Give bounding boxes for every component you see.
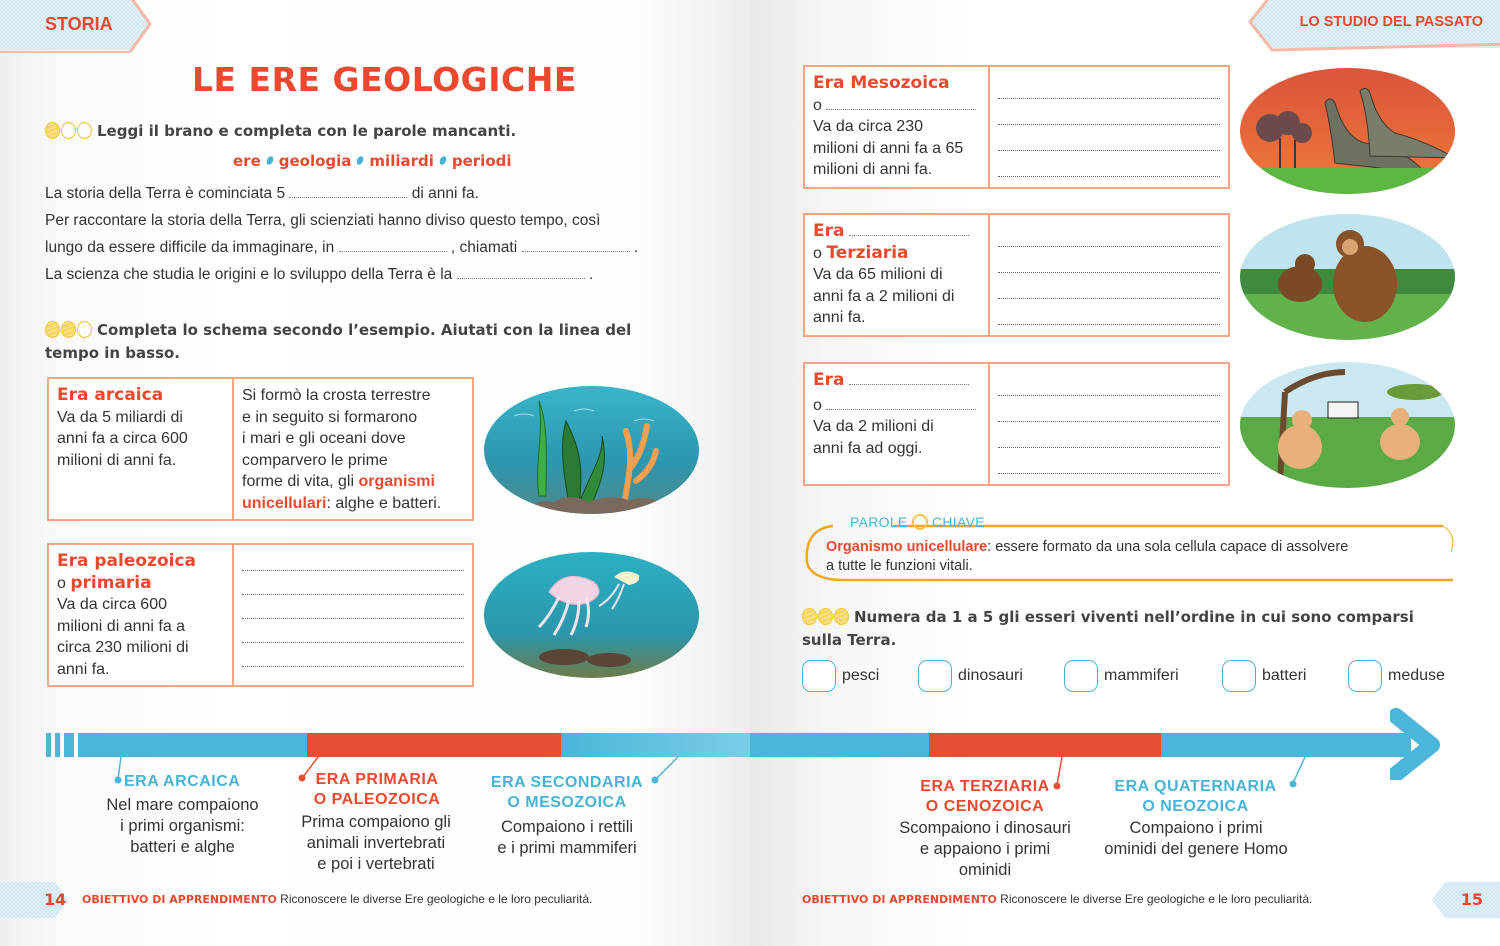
timeline-era-desc: Compaiono i primi ominidi del genere Homo [1104, 819, 1288, 858]
answer-line: forme di vita, gli organismi [242, 473, 435, 490]
early-hominids-illustration [1240, 214, 1455, 340]
era-desc-line: milioni di anni fa a 65 [813, 139, 964, 157]
timeline-era-desc: Nel mare compaiono i primi organismi: batteri e alghe [106, 796, 259, 856]
fill-blank[interactable] [826, 398, 976, 410]
difficulty-level-1-icon [45, 122, 93, 144]
write-line[interactable] [242, 571, 464, 595]
timeline-era-label: ERA SECONDARIA O MESOZOICA [490, 774, 644, 811]
timeline-era-label: ERA ARCAICA [124, 773, 241, 790]
answer-line: comparvero le prime [242, 451, 388, 469]
era-desc-line: anni fa a 2 milioni di [813, 287, 955, 305]
era-desc-line: milioni di anni fa a [57, 617, 186, 635]
era-desc-line: Va da circa 600 [57, 596, 167, 613]
era-desc-line: milioni di anni fa. [813, 161, 933, 178]
write-line[interactable] [998, 99, 1220, 125]
key-icon [912, 514, 928, 530]
exercise1-instruction: Leggi il brano e completa con le parole mancanti. [45, 121, 516, 144]
era-desc-line: Va da 2 milioni di [813, 418, 934, 435]
difficulty-level-2-icon [45, 321, 93, 343]
difficulty-level-3-icon [802, 608, 850, 630]
era-box-arcaica [47, 377, 474, 521]
write-line[interactable] [998, 247, 1220, 273]
timeline-era-label: ERA TERZIARIA O CENOZOICA [920, 778, 1050, 815]
section-tab-label: LO STUDIO DEL PASSATO [1299, 14, 1483, 30]
timeline-era-desc: Compaiono i rettili e i primi mammiferi [497, 818, 637, 857]
era-desc-line: circa 230 milioni di [57, 639, 189, 656]
timeline-era-label: ERA QUATERNARIA O NEOZOICA [1114, 778, 1277, 815]
era-desc-line: Va da 5 miliardi di [57, 408, 183, 426]
order-option-mammiferi: mammiferi [1064, 660, 1179, 692]
word-bank-item: geologia [278, 152, 352, 170]
timeline-segment-quaternaria [1161, 733, 1411, 757]
page-number: 14 [44, 890, 67, 909]
word-bank-item: miliardi [369, 152, 434, 170]
homo-savanna-illustration [1240, 362, 1455, 488]
write-line[interactable] [998, 448, 1220, 474]
dinosaurs-illustration [1240, 68, 1455, 194]
era-alt-name: o [813, 395, 980, 417]
era-alt-name: o [813, 95, 980, 117]
bullet-icon [356, 155, 365, 166]
timeline-segment-secondaria [561, 733, 750, 757]
order-option-dinosauri: dinosauri [918, 660, 1023, 692]
exercise2-instruction: Completa lo schema secondo l’esempio. Aiutati con la linea del tempo in basso. [45, 321, 632, 362]
write-line[interactable] [998, 151, 1220, 177]
number-input-box[interactable] [802, 660, 836, 692]
number-input-box[interactable] [1348, 660, 1382, 692]
number-input-box[interactable] [1222, 660, 1256, 692]
write-line[interactable] [242, 595, 464, 619]
bullet-icon [438, 155, 447, 166]
word-bank-item: periodi [451, 152, 512, 170]
timeline-stripe [46, 733, 51, 757]
bullet-icon [265, 155, 274, 166]
paragraph-line-4: La scienza che studia le origini e lo sviluppo della Terra è la . [45, 266, 594, 283]
write-line[interactable] [998, 422, 1220, 448]
fill-blank[interactable] [457, 267, 585, 279]
paragraph-line-2: Per raccontare la storia della Terra, gli scienziati hanno diviso questo tempo, così [45, 212, 601, 229]
write-line[interactable] [998, 125, 1220, 151]
page-number: 15 [1460, 890, 1483, 909]
highlight-term: unicellulari [242, 494, 327, 512]
fill-blank[interactable] [849, 373, 969, 385]
fill-blank[interactable] [522, 240, 630, 252]
order-option-meduse: meduse [1348, 660, 1445, 692]
timeline-era-desc: Prima compaiono gli animali invertebrati e poi i vertebrati [301, 813, 451, 873]
era-desc-line: anni fa ad oggi. [813, 439, 923, 457]
number-input-box[interactable] [1064, 660, 1098, 692]
fill-blank[interactable] [289, 186, 407, 198]
answer-lines [990, 364, 1228, 484]
learning-objective: OBIETTIVO DI APPRENDIMENTO Riconoscere le diverse Ere geologiche e le loro peculiarità. [802, 892, 1313, 906]
era-box-terziaria [803, 213, 1230, 337]
era-desc-line: Va da circa 230 [813, 118, 923, 135]
timeline-segment-secondaria [750, 733, 929, 757]
learning-objective: OBIETTIVO DI APPRENDIMENTO Riconoscere le diverse Ere geologiche e le loro peculiarità. [82, 892, 593, 906]
write-line[interactable] [242, 547, 464, 571]
era-desc-line: milioni di anni fa. [57, 451, 177, 469]
era-desc-line: anni fa. [57, 660, 110, 678]
era-desc-line: anni fa a circa 600 [57, 430, 188, 447]
write-line[interactable] [998, 396, 1220, 422]
underwater-algae-illustration [484, 386, 699, 514]
timeline-segment-arcaica [78, 733, 307, 757]
jellyfish-trilobites-illustration [484, 552, 699, 678]
word-bank-item: ere [233, 152, 261, 170]
word-bank [233, 152, 512, 170]
era-answer [234, 379, 472, 519]
fill-blank[interactable] [826, 98, 976, 110]
write-line[interactable] [998, 221, 1220, 247]
write-line[interactable] [998, 273, 1220, 299]
era-alt-name: o Terziaria [813, 242, 909, 263]
era-name: Era paleozoica [57, 551, 197, 571]
answer-lines [234, 545, 472, 685]
timeline-era-label: ERA PRIMARIA O PALEOZOICA [313, 771, 441, 808]
write-line[interactable] [242, 643, 464, 667]
era-box-paleozoica [47, 543, 474, 687]
answer-lines [990, 67, 1228, 187]
era-name: Era [813, 221, 980, 243]
answer-lines [990, 215, 1228, 335]
write-line[interactable] [998, 370, 1220, 396]
paragraph-line-3: lungo da essere difficile da immaginare, in , chiamati . [45, 239, 639, 256]
timeline-segment-terziaria [929, 733, 1161, 757]
era-box-mesozoica [803, 65, 1230, 189]
keyword-term: Organismo unicellulare [826, 539, 988, 555]
write-line[interactable] [998, 299, 1220, 325]
era-desc-line: Va da 65 milioni di [813, 266, 943, 283]
fill-blank[interactable] [849, 224, 969, 236]
keywords-title: PAROLE CHIAVE [850, 514, 985, 530]
era-desc-line: anni fa. [813, 309, 866, 326]
order-option-pesci: pesci [802, 660, 879, 692]
era-alt-name: o primaria [57, 572, 152, 593]
era-name: Era [813, 370, 980, 392]
order-option-batteri: batteri [1222, 660, 1306, 692]
write-line[interactable] [242, 619, 464, 643]
answer-line: e in seguito si formarono [242, 408, 418, 426]
fill-blank[interactable] [339, 240, 447, 252]
answer-line: unicellulari: alghe e batteri. [242, 494, 442, 512]
era-name: Era arcaica [57, 385, 164, 405]
timeline-segment-primaria [307, 733, 561, 757]
keywords-definition: Organismo unicellulare: essere formato da una sola cellula capace di assolvere a tutte le funzioni vitali. [826, 539, 1349, 574]
timeline-stripe [64, 733, 74, 757]
number-input-box[interactable] [918, 660, 952, 692]
timeline-stripe [55, 733, 60, 757]
highlight-term: organismi [358, 473, 435, 490]
section-tab-label: STORIA [45, 14, 113, 34]
era-box-quaternaria [803, 362, 1230, 486]
exercise3-instruction: Numera da 1 a 5 gli esseri viventi nell’ordine in cui sono comparsi sulla Terra. [802, 608, 1414, 649]
page-title: LE ERE GEOLOGICHE [192, 60, 577, 99]
right-page [750, 0, 1500, 946]
era-name: Era Mesozoica [813, 73, 950, 93]
answer-line: Si formò la crosta terrestre [242, 387, 431, 404]
paragraph-line-1: La storia della Terra è cominciata 5 di anni fa. [45, 185, 479, 202]
answer-line: i mari e gli oceani dove [242, 430, 406, 447]
timeline-era-desc: Scompaiono i dinosauri e appaiono i primi ominidi [899, 819, 1071, 879]
write-line[interactable] [998, 73, 1220, 99]
